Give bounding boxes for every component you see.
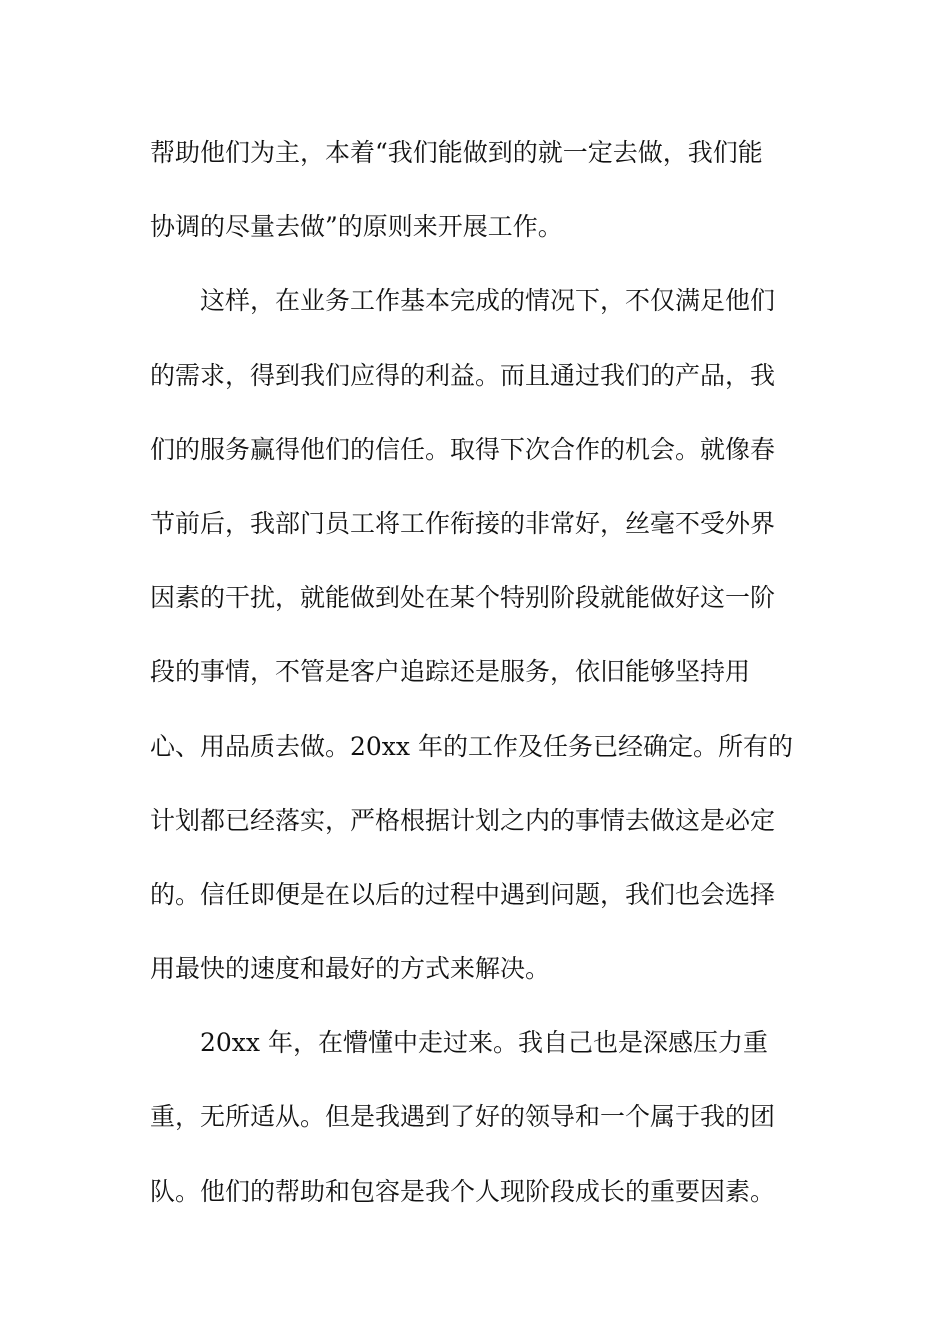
text-line: 协调的尽量去做”的原则来开展工作。 <box>150 212 563 242</box>
paragraph-first-line: 20xx 年，在懵懂中走过来。我自己也是深感压力重 <box>200 1028 768 1058</box>
text-line: 帮助他们为主，本着“我们能做到的就一定去做，我们能 <box>150 138 763 167</box>
text-line: 因素的干扰，就能做到处在某个特别阶段就能做好这一阶 <box>150 583 776 613</box>
paragraph-first-line: 这样，在业务工作基本完成的情况下，不仅满足他们 <box>200 286 776 316</box>
text-line: 们的服务赢得他们的信任。取得下次合作的机会。就像春 <box>150 434 776 464</box>
document-body <box>150 116 800 1229</box>
text-line: 重，无所适从。但是我遇到了好的领导和一个属于我的团 <box>150 1102 776 1132</box>
text-line: 队。他们的帮助和包容是我个人现阶段成长的重要因素。 <box>150 1176 776 1206</box>
text-line: 段的事情，不管是客户追踪还是服务，依旧能够坚持用 <box>150 657 751 687</box>
text-line: 的需求，得到我们应得的利益。而且通过我们的产品，我 <box>150 360 776 390</box>
text-line: 的。信任即便是在以后的过程中遇到问题，我们也会选择 <box>150 879 776 909</box>
text-line: 用最快的速度和最好的方式来解决。 <box>150 954 551 984</box>
text-line: 计划都已经落实，严格根据计划之内的事情去做这是必定 <box>150 805 776 835</box>
text-line: 节前后，我部门员工将工作衔接的非常好，丝毫不受外界 <box>150 508 776 538</box>
text-line: 心、用品质去做。20xx 年的工作及任务已经确定。所有的 <box>150 731 793 761</box>
